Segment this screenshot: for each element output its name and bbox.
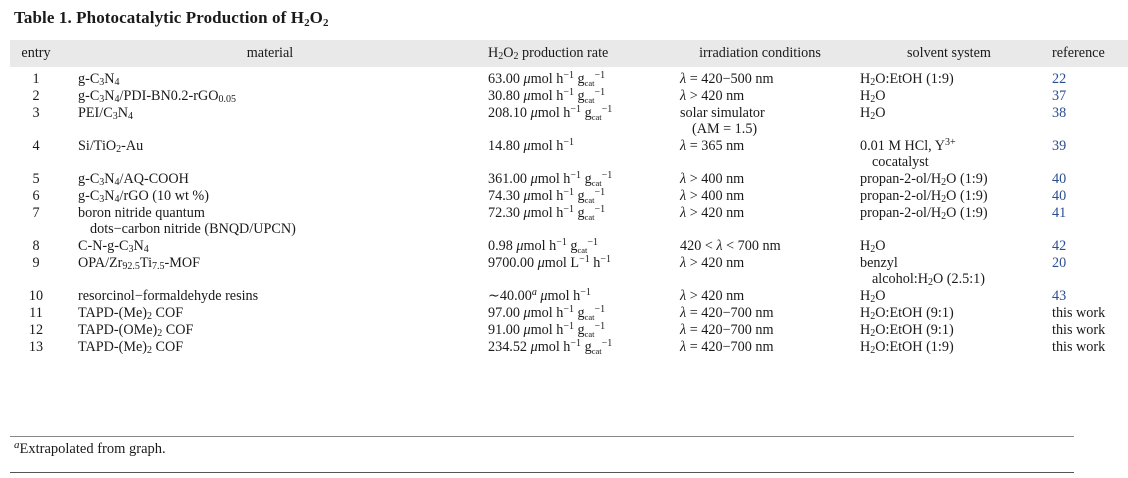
- cell-rate: 361.00 μmol $h^{-1}$ $g_{cat}^{-1}$: [488, 170, 613, 188]
- cell-entry: 8: [32, 238, 40, 254]
- cell-rate: 74.30 μmol $h^{-1}$ $g_{cat}^{-1}$: [488, 187, 606, 205]
- table-row: [10, 254, 1128, 287]
- table-footnote: $^a$Extrapolated from graph.: [14, 439, 166, 457]
- cell-material: PEI/$C_3N_4$: [78, 105, 133, 122]
- cell-irradiation: λ > 400 nm: [680, 188, 745, 204]
- cell-rate: ∼40.00$^a$ μmol $h^{-1}$: [488, 287, 591, 304]
- cell-irradiation: λ = 420−700 nm: [680, 339, 774, 355]
- cell-material: TAPD-$(OMe)_2$ COF: [78, 322, 194, 339]
- cell-material: TAPD-$(Me)_2$ COF: [78, 339, 184, 356]
- cell-rate: 9700.00 μmol $L^{-1}$ $h^{-1}$: [488, 254, 611, 271]
- cell-rate: 91.00 μmol $h^{-1}$ $g_{cat}^{-1}$: [488, 321, 606, 339]
- page-bottom-rule: [10, 472, 1074, 473]
- cell-material: $g-C_3N_4/PDI-BN0.2-rGO_{0.05}$: [78, 88, 236, 105]
- cell-material: $g-C_3N_4$: [78, 71, 120, 88]
- cell-reference[interactable]: 41: [1052, 205, 1067, 221]
- cell-solvent: $H_2O:EtOH$ (9:1): [860, 305, 954, 322]
- cell-rate: 14.80 μmol $h^{-1}$: [488, 137, 574, 154]
- cell-entry: 3: [32, 105, 40, 121]
- table-row: [10, 204, 1128, 237]
- cell-rate: 97.00 μmol $h^{-1}$ $g_{cat}^{-1}$: [488, 304, 606, 322]
- cell-solvent: $H_2O:EtOH$ (9:1): [860, 322, 954, 339]
- cell-rate: 63.00 μmol $h^{-1}$ $g_{cat}^{-1}$: [488, 70, 606, 88]
- cell-entry: 11: [29, 305, 43, 321]
- cell-entry: 9: [32, 255, 40, 271]
- cell-reference[interactable]: 40: [1052, 171, 1067, 187]
- cell-rate: 30.80 μmol $h^{-1}$ $g_{cat}^{-1}$: [488, 87, 606, 105]
- cell-solvent: $H_2O$: [860, 238, 886, 255]
- header-entry: entry: [21, 45, 51, 61]
- cell-solvent: benzyl $alcohol:H_2O$ (2.5:1): [860, 255, 985, 288]
- cell-rate: 0.98 μmol $h^{-1}$ $g_{cat}^{-1}$: [488, 237, 599, 255]
- cell-solvent: propan-$2-ol/H_2O$ (1:9): [860, 205, 988, 222]
- table-row: [10, 137, 1128, 170]
- table-row: [10, 67, 1128, 87]
- header-solvent: solvent system: [907, 45, 991, 61]
- cell-material: $g-C_3N_4/AQ$-COOH: [78, 171, 189, 188]
- cell-reference[interactable]: 20: [1052, 255, 1067, 271]
- cell-entry: 7: [32, 205, 40, 221]
- cell-reference[interactable]: 37: [1052, 88, 1067, 104]
- table-row: [10, 187, 1128, 204]
- cell-entry: 4: [32, 138, 40, 154]
- cell-solvent: $H_2O:EtOH$ (1:9): [860, 339, 954, 356]
- cell-solvent: propan-$2-ol/H_2O$ (1:9): [860, 188, 988, 205]
- cell-irradiation: λ > 420 nm: [680, 88, 745, 104]
- cell-solvent: 0.01 M HCl, $Y^{3+}$ cocatalyst: [860, 137, 956, 170]
- table-row: [10, 304, 1128, 321]
- cell-irradiation: λ = 365 nm: [680, 138, 745, 154]
- header-material: material: [246, 45, 294, 61]
- table-title: Table 1. Photocatalytic Production of $H_2O_2$: [14, 8, 329, 29]
- cell-material: OPA/$Zr_{92.5}Ti_{7.5}$-MOF: [78, 255, 201, 272]
- cell-reference[interactable]: 38: [1052, 105, 1067, 121]
- table-row: [10, 237, 1128, 254]
- table-row: [10, 287, 1128, 304]
- cell-reference: this work: [1052, 339, 1106, 355]
- cell-entry: 6: [32, 188, 40, 204]
- table-bottom-rule: [10, 436, 1074, 437]
- cell-irradiation: λ = 420−500 nm: [680, 71, 774, 87]
- cell-reference[interactable]: 40: [1052, 188, 1067, 204]
- cell-entry: 2: [32, 88, 40, 104]
- photocatalysis-table: [10, 40, 1128, 355]
- table-header-row: [10, 40, 1128, 67]
- cell-irradiation: λ > 420 nm: [680, 255, 745, 271]
- cell-irradiation: λ > 420 nm: [680, 288, 745, 304]
- cell-reference: this work: [1052, 322, 1106, 338]
- cell-solvent: $H_2O$: [860, 288, 886, 305]
- header-irradiation: irradiation conditions: [699, 45, 821, 61]
- cell-material: resorcinol−formaldehyde resins: [78, 288, 259, 304]
- cell-reference[interactable]: 22: [1052, 71, 1067, 87]
- table-row: [10, 170, 1128, 187]
- cell-irradiation: λ = 420−700 nm: [680, 322, 774, 338]
- table-row: [10, 104, 1128, 137]
- table-row: [10, 338, 1128, 355]
- cell-material: $g-C_3N_4$/rGO (10 wt %): [78, 188, 209, 205]
- cell-irradiation: λ = 420−700 nm: [680, 305, 774, 321]
- cell-irradiation: λ > 420 nm: [680, 205, 745, 221]
- cell-entry: 12: [28, 322, 44, 338]
- cell-irradiation: 420 < λ < 700 nm: [680, 238, 781, 254]
- cell-irradiation: λ > 400 nm: [680, 171, 745, 187]
- cell-reference[interactable]: 43: [1052, 288, 1067, 304]
- cell-entry: 10: [28, 288, 44, 304]
- table-row: [10, 321, 1128, 338]
- header-rate: $H_2O_2$ production rate: [488, 45, 609, 62]
- cell-entry: 13: [28, 339, 44, 355]
- cell-rate: 208.10 μmol $h^{-1}$ $g_{cat}^{-1}$: [488, 104, 613, 122]
- cell-rate: 72.30 μmol $h^{-1}$ $g_{cat}^{-1}$: [488, 204, 606, 222]
- cell-solvent: $H_2O$: [860, 88, 886, 105]
- header-reference: reference: [1052, 45, 1105, 61]
- cell-material: boron nitride quantum dots−carbon nitride (BNQD/UPCN): [78, 205, 296, 237]
- cell-reference[interactable]: 42: [1052, 238, 1067, 254]
- cell-irradiation: solar simulator (AM = 1.5): [680, 105, 765, 137]
- cell-material: $C-N-g-C_3N_4$: [78, 238, 149, 255]
- cell-solvent: $H_2O$: [860, 105, 886, 122]
- cell-rate: 234.52 μmol $h^{-1}$ $g_{cat}^{-1}$: [488, 338, 613, 356]
- cell-material: TAPD-$(Me)_2$ COF: [78, 305, 184, 322]
- table-row: [10, 87, 1128, 104]
- cell-reference: this work: [1052, 305, 1106, 321]
- cell-material: Si/TiO$_2$-Au: [78, 138, 144, 155]
- cell-solvent: propan-$2-ol/H_2O$ (1:9): [860, 171, 988, 188]
- cell-reference[interactable]: 39: [1052, 138, 1067, 154]
- cell-entry: 5: [32, 171, 40, 187]
- cell-solvent: $H_2O:EtOH$ (1:9): [860, 71, 954, 88]
- cell-entry: 1: [32, 71, 40, 87]
